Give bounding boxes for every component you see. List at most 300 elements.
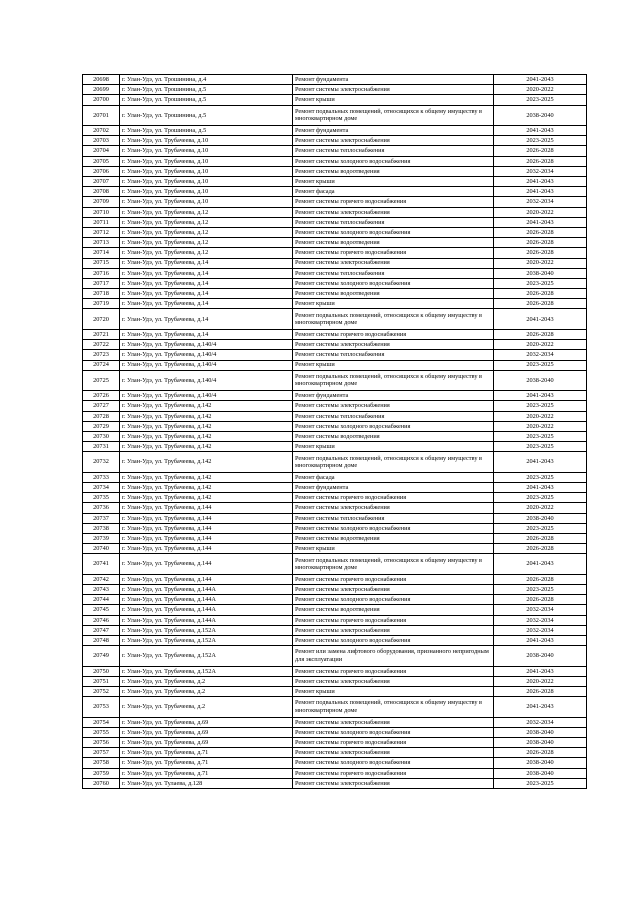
- period-cell: 2026-2028: [494, 146, 587, 156]
- address-cell: г. Улан-Удэ, ул. Трубачеева, д.14: [120, 268, 293, 278]
- row-number: 20737: [83, 513, 120, 523]
- address-cell: г. Улан-Удэ, ул. Трубачеева, д.14: [120, 329, 293, 339]
- address-cell: г. Улан-Удэ, ул. Трубачеева, д.140/4: [120, 391, 293, 401]
- work-type-cell: Ремонт системы водоотведения: [293, 431, 494, 441]
- period-cell: 2026-2028: [494, 748, 587, 758]
- period-cell: 2032-2034: [494, 625, 587, 635]
- address-cell: г. Улан-Удэ, ул. Трубачеева, д.140/4: [120, 360, 293, 370]
- period-cell: 2023-2025: [494, 136, 587, 146]
- table-row: [83, 554, 587, 575]
- period-cell: 2038-2040: [494, 768, 587, 778]
- table-row: [83, 727, 587, 737]
- table-row: [83, 513, 587, 523]
- period-cell: 2026-2028: [494, 227, 587, 237]
- address-cell: г. Улан-Удэ, ул. Трубачеева, д.144: [120, 544, 293, 554]
- table-row: [83, 574, 587, 584]
- address-cell: г. Улан-Удэ, ул. Трубачеева, д.12: [120, 227, 293, 237]
- table-row: [83, 227, 587, 237]
- row-number: 20726: [83, 391, 120, 401]
- row-number: 20707: [83, 177, 120, 187]
- address-cell: г. Улан-Удэ, ул. Трубачеева, д.69: [120, 727, 293, 737]
- work-type-cell: Ремонт системы горячего водоснабжения: [293, 768, 494, 778]
- table-row: [83, 95, 587, 105]
- period-cell: 2026-2028: [494, 329, 587, 339]
- address-cell: г. Улан-Удэ, ул. Трошинина, д.4: [120, 75, 293, 85]
- row-number: 20722: [83, 340, 120, 350]
- period-cell: 2041-2043: [494, 635, 587, 645]
- table-row: [83, 329, 587, 339]
- period-cell: 2023-2025: [494, 95, 587, 105]
- work-type-cell: Ремонт системы холодного водоснабжения: [293, 758, 494, 768]
- period-cell: 2020-2022: [494, 207, 587, 217]
- address-cell: г. Улан-Удэ, ул. Трубачеева, д.152А: [120, 625, 293, 635]
- row-number: 20739: [83, 533, 120, 543]
- address-cell: г. Улан-Удэ, ул. Трубачеева, д.12: [120, 207, 293, 217]
- table-row: [83, 258, 587, 268]
- address-cell: г. Улан-Удэ, ул. Трубачеева, д.71: [120, 768, 293, 778]
- row-number: 20729: [83, 421, 120, 431]
- work-type-cell: Ремонт системы электроснабжения: [293, 207, 494, 217]
- period-cell: 2032-2034: [494, 615, 587, 625]
- row-number: 20702: [83, 126, 120, 136]
- row-number: 20759: [83, 768, 120, 778]
- work-type-cell: Ремонт крыши: [293, 177, 494, 187]
- address-cell: г. Улан-Удэ, ул. Трубачеева, д.142: [120, 493, 293, 503]
- work-type-cell: Ремонт системы горячего водоснабжения: [293, 574, 494, 584]
- work-type-cell: Ремонт системы водоотведения: [293, 238, 494, 248]
- address-cell: г. Улан-Удэ, ул. Трубачеева, д.142: [120, 442, 293, 452]
- work-type-cell: Ремонт подвальных помещений, относящихся к общему имуществу в многоквартирном доме: [293, 309, 494, 330]
- work-type-cell: Ремонт системы холодного водоснабжения: [293, 523, 494, 533]
- row-number: 20734: [83, 483, 120, 493]
- period-cell: 2026-2028: [494, 533, 587, 543]
- row-number: 20732: [83, 452, 120, 473]
- address-cell: г. Улан-Удэ, ул. Трубачеева, д.144: [120, 503, 293, 513]
- address-cell: г. Улан-Удэ, ул. Трубачеева, д.10: [120, 146, 293, 156]
- period-cell: 2041-2043: [494, 452, 587, 473]
- work-type-cell: Ремонт крыши: [293, 95, 494, 105]
- work-type-cell: Ремонт крыши: [293, 299, 494, 309]
- address-cell: г. Улан-Удэ, ул. Трубачеева, д.144А: [120, 585, 293, 595]
- period-cell: 2038-2040: [494, 513, 587, 523]
- address-cell: г. Улан-Удэ, ул. Трубачеева, д.2: [120, 697, 293, 718]
- address-cell: г. Улан-Удэ, ул. Трубачеева, д.144: [120, 554, 293, 575]
- work-type-cell: Ремонт системы горячего водоснабжения: [293, 248, 494, 258]
- work-type-cell: Ремонт системы теплоснабжения: [293, 350, 494, 360]
- table-row: [83, 350, 587, 360]
- table-row: [83, 768, 587, 778]
- period-cell: 2041-2043: [494, 126, 587, 136]
- row-number: 20698: [83, 75, 120, 85]
- period-cell: 2038-2040: [494, 105, 587, 126]
- work-type-cell: Ремонт системы электроснабжения: [293, 258, 494, 268]
- period-cell: 2041-2043: [494, 554, 587, 575]
- period-cell: 2032-2034: [494, 197, 587, 207]
- work-type-cell: Ремонт фундамента: [293, 391, 494, 401]
- period-cell: 2023-2025: [494, 360, 587, 370]
- work-type-cell: Ремонт системы теплоснабжения: [293, 268, 494, 278]
- row-number: 20733: [83, 472, 120, 482]
- table-row: [83, 472, 587, 482]
- row-number: 20715: [83, 258, 120, 268]
- work-type-cell: Ремонт системы теплоснабжения: [293, 513, 494, 523]
- address-cell: г. Улан-Удэ, ул. Трубачеева, д.10: [120, 187, 293, 197]
- row-number: 20728: [83, 411, 120, 421]
- table-row: [83, 177, 587, 187]
- row-number: 20709: [83, 197, 120, 207]
- row-number: 20741: [83, 554, 120, 575]
- work-type-cell: Ремонт системы горячего водоснабжения: [293, 615, 494, 625]
- address-cell: г. Улан-Удэ, ул. Трубачеева, д.69: [120, 738, 293, 748]
- work-type-cell: Ремонт системы теплоснабжения: [293, 146, 494, 156]
- table-row: [83, 360, 587, 370]
- period-cell: 2032-2034: [494, 717, 587, 727]
- table-row: [83, 758, 587, 768]
- period-cell: 2020-2022: [494, 421, 587, 431]
- period-cell: 2023-2025: [494, 472, 587, 482]
- table-row: [83, 646, 587, 667]
- work-type-cell: Ремонт системы электроснабжения: [293, 778, 494, 788]
- table-row: [83, 411, 587, 421]
- table-row: [83, 166, 587, 176]
- row-number: 20705: [83, 156, 120, 166]
- document-page: [82, 74, 566, 789]
- period-cell: 2023-2025: [494, 493, 587, 503]
- table-row: [83, 309, 587, 330]
- work-type-cell: Ремонт системы электроснабжения: [293, 625, 494, 635]
- period-cell: 2020-2022: [494, 85, 587, 95]
- period-cell: 2041-2043: [494, 666, 587, 676]
- row-number: 20756: [83, 738, 120, 748]
- table-row: [83, 268, 587, 278]
- address-cell: г. Улан-Удэ, ул. Трубачеева, д.142: [120, 472, 293, 482]
- address-cell: г. Улан-Удэ, ул. Трубачеева, д.144А: [120, 605, 293, 615]
- address-cell: г. Улан-Удэ, ул. Трубачеева, д.142: [120, 452, 293, 473]
- row-number: 20721: [83, 329, 120, 339]
- address-cell: г. Улан-Удэ, ул. Трубачеева, д.152А: [120, 635, 293, 645]
- row-number: 20723: [83, 350, 120, 360]
- work-type-cell: Ремонт системы электроснабжения: [293, 748, 494, 758]
- period-cell: 2041-2043: [494, 483, 587, 493]
- address-cell: г. Улан-Удэ, ул. Трубачеева, д.152А: [120, 646, 293, 667]
- period-cell: 2038-2040: [494, 268, 587, 278]
- address-cell: г. Улан-Удэ, ул. Трубачеева, д.144: [120, 533, 293, 543]
- address-cell: г. Улан-Удэ, ул. Трубачеева, д.152А: [120, 666, 293, 676]
- address-cell: г. Улан-Удэ, ул. Трошинина, д.5: [120, 95, 293, 105]
- address-cell: г. Улан-Удэ, ул. Трубачеева, д.144: [120, 513, 293, 523]
- work-type-cell: Ремонт системы холодного водоснабжения: [293, 421, 494, 431]
- row-number: 20747: [83, 625, 120, 635]
- period-cell: 2026-2028: [494, 299, 587, 309]
- period-cell: 2026-2028: [494, 238, 587, 248]
- work-type-cell: Ремонт подвальных помещений, относящихся к общему имуществу в многоквартирном доме: [293, 105, 494, 126]
- period-cell: 2041-2043: [494, 187, 587, 197]
- period-cell: 2020-2022: [494, 258, 587, 268]
- table-row: [83, 85, 587, 95]
- period-cell: 2026-2028: [494, 687, 587, 697]
- row-number: 20725: [83, 370, 120, 391]
- row-number: 20720: [83, 309, 120, 330]
- row-number: 20754: [83, 717, 120, 727]
- table-row: [83, 676, 587, 686]
- row-number: 20716: [83, 268, 120, 278]
- row-number: 20701: [83, 105, 120, 126]
- address-cell: г. Улан-Удэ, ул. Трубачеева, д.142: [120, 411, 293, 421]
- table-row: [83, 187, 587, 197]
- period-cell: 2023-2025: [494, 778, 587, 788]
- work-type-cell: Ремонт системы холодного водоснабжения: [293, 635, 494, 645]
- table-row: [83, 442, 587, 452]
- row-number: 20717: [83, 278, 120, 288]
- work-type-cell: Ремонт подвальных помещений, относящихся к общему имуществу в многоквартирном доме: [293, 697, 494, 718]
- period-cell: 2032-2034: [494, 605, 587, 615]
- period-cell: 2020-2022: [494, 503, 587, 513]
- table-row: [83, 717, 587, 727]
- address-cell: г. Улан-Удэ, ул. Трубачеева, д.2: [120, 676, 293, 686]
- work-type-cell: Ремонт системы электроснабжения: [293, 340, 494, 350]
- table-row: [83, 248, 587, 258]
- period-cell: 2041-2043: [494, 309, 587, 330]
- table-row: [83, 493, 587, 503]
- address-cell: г. Улан-Удэ, ул. Трошинина, д.5: [120, 85, 293, 95]
- row-number: 20743: [83, 585, 120, 595]
- row-number: 20727: [83, 401, 120, 411]
- table-row: [83, 289, 587, 299]
- period-cell: 2023-2025: [494, 278, 587, 288]
- address-cell: г. Улан-Удэ, ул. Трубачеева, д.2: [120, 687, 293, 697]
- table-row: [83, 503, 587, 513]
- address-cell: г. Улан-Удэ, ул. Трубачеева, д.142: [120, 421, 293, 431]
- table-row: [83, 401, 587, 411]
- table-row: [83, 483, 587, 493]
- period-cell: 2038-2040: [494, 370, 587, 391]
- work-type-cell: Ремонт крыши: [293, 687, 494, 697]
- row-number: 20742: [83, 574, 120, 584]
- period-cell: 2020-2022: [494, 411, 587, 421]
- work-type-cell: Ремонт подвальных помещений, относящихся к общему имуществу в многоквартирном доме: [293, 452, 494, 473]
- address-cell: г. Улан-Удэ, ул. Трубачеева, д.140/4: [120, 350, 293, 360]
- period-cell: 2020-2022: [494, 676, 587, 686]
- address-cell: г. Улан-Удэ, ул. Трубачеева, д.12: [120, 238, 293, 248]
- row-number: 20706: [83, 166, 120, 176]
- table-row: [83, 533, 587, 543]
- address-cell: г. Улан-Удэ, ул. Трубачеева, д.12: [120, 248, 293, 258]
- row-number: 20713: [83, 238, 120, 248]
- address-cell: г. Улан-Удэ, ул. Трубачеева, д.144: [120, 523, 293, 533]
- address-cell: г. Улан-Удэ, ул. Трубачеева, д.14: [120, 299, 293, 309]
- work-type-cell: Ремонт фасада: [293, 187, 494, 197]
- row-number: 20731: [83, 442, 120, 452]
- work-type-cell: Ремонт системы теплоснабжения: [293, 217, 494, 227]
- work-type-cell: Ремонт системы холодного водоснабжения: [293, 595, 494, 605]
- row-number: 20712: [83, 227, 120, 237]
- row-number: 20704: [83, 146, 120, 156]
- table-row: [83, 431, 587, 441]
- address-cell: г. Улан-Удэ, ул. Трубачеева, д.142: [120, 483, 293, 493]
- period-cell: 2038-2040: [494, 738, 587, 748]
- work-type-cell: Ремонт системы электроснабжения: [293, 401, 494, 411]
- period-cell: 2041-2043: [494, 75, 587, 85]
- work-type-cell: Ремонт системы холодного водоснабжения: [293, 227, 494, 237]
- row-number: 20699: [83, 85, 120, 95]
- table-row: [83, 635, 587, 645]
- work-type-cell: Ремонт системы горячего водоснабжения: [293, 329, 494, 339]
- row-number: 20748: [83, 635, 120, 645]
- work-type-cell: Ремонт системы водоотведения: [293, 289, 494, 299]
- table-row: [83, 391, 587, 401]
- row-number: 20745: [83, 605, 120, 615]
- address-cell: г. Улан-Удэ, ул. Трубачеева, д.144А: [120, 595, 293, 605]
- address-cell: г. Улан-Удэ, ул. Трубачеева, д.10: [120, 166, 293, 176]
- table-row: [83, 687, 587, 697]
- table-row: [83, 778, 587, 788]
- row-number: 20750: [83, 666, 120, 676]
- period-cell: 2026-2028: [494, 248, 587, 258]
- address-cell: г. Улан-Удэ, ул. Трубачеева, д.144А: [120, 615, 293, 625]
- period-cell: 2032-2034: [494, 350, 587, 360]
- row-number: 20730: [83, 431, 120, 441]
- row-number: 20758: [83, 758, 120, 768]
- address-cell: г. Улан-Удэ, ул. Тулаева, д.128: [120, 778, 293, 788]
- period-cell: 2026-2028: [494, 289, 587, 299]
- period-cell: 2023-2025: [494, 442, 587, 452]
- table-row: [83, 748, 587, 758]
- row-number: 20746: [83, 615, 120, 625]
- table-row: [83, 75, 587, 85]
- work-type-cell: Ремонт системы водоотведения: [293, 533, 494, 543]
- work-type-cell: Ремонт системы электроснабжения: [293, 717, 494, 727]
- address-cell: г. Улан-Удэ, ул. Трубачеева, д.14: [120, 278, 293, 288]
- repair-schedule-table: [82, 74, 587, 789]
- row-number: 20757: [83, 748, 120, 758]
- row-number: 20760: [83, 778, 120, 788]
- work-type-cell: Ремонт крыши: [293, 442, 494, 452]
- table-row: [83, 585, 587, 595]
- table-row: [83, 136, 587, 146]
- row-number: 20753: [83, 697, 120, 718]
- address-cell: г. Улан-Удэ, ул. Трубачеева, д.142: [120, 431, 293, 441]
- work-type-cell: Ремонт системы электроснабжения: [293, 85, 494, 95]
- table-row: [83, 625, 587, 635]
- period-cell: 2026-2028: [494, 156, 587, 166]
- period-cell: 2023-2025: [494, 431, 587, 441]
- table-row: [83, 452, 587, 473]
- row-number: 20724: [83, 360, 120, 370]
- work-type-cell: Ремонт системы теплоснабжения: [293, 411, 494, 421]
- table-row: [83, 595, 587, 605]
- table-row: [83, 697, 587, 718]
- table-row: [83, 615, 587, 625]
- row-number: 20740: [83, 544, 120, 554]
- work-type-cell: Ремонт или замена лифтового оборудования, признанного непригодным для эксплуатации: [293, 646, 494, 667]
- address-cell: г. Улан-Удэ, ул. Трубачеева, д.140/4: [120, 370, 293, 391]
- period-cell: 2023-2025: [494, 585, 587, 595]
- table-row: [83, 299, 587, 309]
- work-type-cell: Ремонт системы водоотведения: [293, 166, 494, 176]
- table-row: [83, 126, 587, 136]
- work-type-cell: Ремонт системы электроснабжения: [293, 585, 494, 595]
- address-cell: г. Улан-Удэ, ул. Трубачеева, д.144: [120, 574, 293, 584]
- table-row: [83, 340, 587, 350]
- address-cell: г. Улан-Удэ, ул. Трошинина, д.5: [120, 126, 293, 136]
- row-number: 20714: [83, 248, 120, 258]
- row-number: 20708: [83, 187, 120, 197]
- work-type-cell: Ремонт фундамента: [293, 75, 494, 85]
- work-type-cell: Ремонт системы холодного водоснабжения: [293, 727, 494, 737]
- work-type-cell: Ремонт системы горячего водоснабжения: [293, 738, 494, 748]
- address-cell: г. Улан-Удэ, ул. Трубачеева, д.12: [120, 217, 293, 227]
- row-number: 20700: [83, 95, 120, 105]
- address-cell: г. Улан-Удэ, ул. Трубачеева, д.10: [120, 197, 293, 207]
- row-number: 20718: [83, 289, 120, 299]
- address-cell: г. Улан-Удэ, ул. Трубачеева, д.14: [120, 309, 293, 330]
- work-type-cell: Ремонт крыши: [293, 544, 494, 554]
- period-cell: 2023-2025: [494, 401, 587, 411]
- work-type-cell: Ремонт системы холодного водоснабжения: [293, 278, 494, 288]
- address-cell: г. Улан-Удэ, ул. Трубачеева, д.14: [120, 289, 293, 299]
- work-type-cell: Ремонт системы горячего водоснабжения: [293, 197, 494, 207]
- row-number: 20749: [83, 646, 120, 667]
- table-row: [83, 156, 587, 166]
- period-cell: 2038-2040: [494, 646, 587, 667]
- work-type-cell: Ремонт системы горячего водоснабжения: [293, 666, 494, 676]
- period-cell: 2041-2043: [494, 697, 587, 718]
- row-number: 20703: [83, 136, 120, 146]
- period-cell: 2041-2043: [494, 217, 587, 227]
- table-row: [83, 605, 587, 615]
- address-cell: г. Улан-Удэ, ул. Трубачеева, д.71: [120, 758, 293, 768]
- table-row: [83, 146, 587, 156]
- address-cell: г. Улан-Удэ, ул. Трубачеева, д.10: [120, 156, 293, 166]
- period-cell: 2041-2043: [494, 391, 587, 401]
- row-number: 20755: [83, 727, 120, 737]
- work-type-cell: Ремонт системы холодного водоснабжения: [293, 156, 494, 166]
- address-cell: г. Улан-Удэ, ул. Трубачеева, д.10: [120, 177, 293, 187]
- table-row: [83, 421, 587, 431]
- period-cell: 2038-2040: [494, 727, 587, 737]
- table-row: [83, 666, 587, 676]
- period-cell: 2032-2034: [494, 166, 587, 176]
- row-number: 20738: [83, 523, 120, 533]
- address-cell: г. Улан-Удэ, ул. Трубачеева, д.14: [120, 258, 293, 268]
- address-cell: г. Улан-Удэ, ул. Трубачеева, д.71: [120, 748, 293, 758]
- row-number: 20736: [83, 503, 120, 513]
- work-type-cell: Ремонт фундамента: [293, 483, 494, 493]
- work-type-cell: Ремонт системы горячего водоснабжения: [293, 493, 494, 503]
- work-type-cell: Ремонт крыши: [293, 360, 494, 370]
- work-type-cell: Ремонт системы электроснабжения: [293, 676, 494, 686]
- row-number: 20744: [83, 595, 120, 605]
- work-type-cell: Ремонт подвальных помещений, относящихся к общему имуществу в многоквартирном доме: [293, 370, 494, 391]
- row-number: 20735: [83, 493, 120, 503]
- table-row: [83, 278, 587, 288]
- work-type-cell: Ремонт подвальных помещений, относящихся к общему имуществу в многоквартирном доме: [293, 554, 494, 575]
- period-cell: 2026-2028: [494, 595, 587, 605]
- row-number: 20711: [83, 217, 120, 227]
- row-number: 20751: [83, 676, 120, 686]
- work-type-cell: Ремонт системы электроснабжения: [293, 503, 494, 513]
- address-cell: г. Улан-Удэ, ул. Трубачеева, д.140/4: [120, 340, 293, 350]
- table-row: [83, 523, 587, 533]
- period-cell: 2023-2025: [494, 523, 587, 533]
- period-cell: 2026-2028: [494, 544, 587, 554]
- work-type-cell: Ремонт системы водоотведения: [293, 605, 494, 615]
- period-cell: 2020-2022: [494, 340, 587, 350]
- address-cell: г. Улан-Удэ, ул. Трубачеева, д.69: [120, 717, 293, 727]
- table-row: [83, 105, 587, 126]
- table-row: [83, 738, 587, 748]
- table-row: [83, 544, 587, 554]
